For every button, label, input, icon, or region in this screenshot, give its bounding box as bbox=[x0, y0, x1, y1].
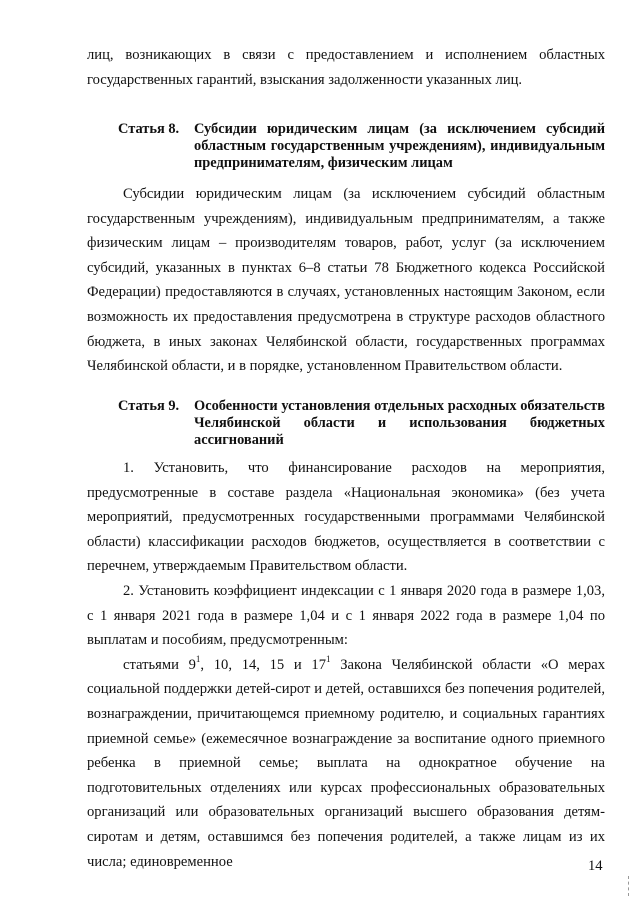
article-9-heading bbox=[87, 398, 605, 449]
scan-edge-mark bbox=[628, 876, 630, 896]
paragraph-text: Субсидии юридическим лицам (за исключением субсидий областным государственным учреждениям), индивидуальным предпринимателям, а также физическим лицам – производителям товаров, работ, услуг (за исключением субсидий, указанных в пунктах 6–8 статьи 78 Бюджетного кодекса Российской Федерации) предоставляются в случаях, установленных настоящим Законом, если возможность их предоставления предусмотрена в структуре расходов областного бюджета, в иных законах Челябинской области, государственных программах Челябинской области, и в порядке, установленном Правительством области. bbox=[87, 186, 605, 375]
paragraph-item-3 bbox=[87, 653, 605, 874]
page-number: 14 bbox=[588, 858, 603, 874]
paragraph-item-1: 1. Установить, что финансирование расходов на мероприятия, предусмотренные в составе раздела «Национальная экономика» (без учета мероприятий, предусмотренных государственными программами Челябинской области) классификации расходов бюджетов, осуществляется в соответствии с перечнем, утверждаемым Правительством области. bbox=[87, 460, 605, 575]
article-9-body bbox=[87, 456, 605, 874]
article-title: Субсидии юридическим лицам (за исключением субсидий областным государственным учреждениям), индивидуальным предпринимателям, физическим лицам bbox=[194, 121, 605, 171]
paragraph-text: лиц, возникающих в связи с предоставлением и исполнением областных государственных гарантий, взыскания задолженности указанных лиц. bbox=[87, 47, 605, 88]
text-span: Закона Челябинской области «О мерах социальной поддержки детей-сирот и детей, оставшихся без попечения родителей, вознаграждении, причитающемся приемному родителю, и социальных гарантиях приемной семье» (ежемесячное вознаграждение за воспитание одного приемного ребенка в приемной семье; выплата на однократное обучение на подготовительных отделениях или курсах профессиональных образовательных организаций или образовательных организаций высшего образования детям-сиротам и детям, оставшимся без попечения родителей, а также лицам из их числа; единовременное bbox=[87, 656, 606, 870]
text-span: статьями 9 bbox=[123, 656, 196, 673]
superscript: 1 bbox=[326, 653, 331, 664]
text-span: , 10, 14, 15 и 17 bbox=[200, 656, 326, 673]
article-8-heading bbox=[87, 121, 605, 172]
paragraph-item-2: 2. Установить коэффициент индексации с 1 января 2020 года в размере 1,03, с 1 января 2021 года в размере 1,04 и с 1 января 2022 года в размере 1,04 по выплатам и пособиям, предусмотренным: bbox=[87, 582, 605, 649]
superscript: 1 bbox=[195, 653, 201, 664]
paragraph-continuation bbox=[87, 43, 605, 92]
article-title: Особенности установления отдельных расходных обязательств Челябинской области и использования бюджетных ассигнований bbox=[194, 398, 605, 448]
article-number: Статья 8. bbox=[118, 121, 180, 137]
article-8-body bbox=[87, 182, 605, 379]
article-number: Статья 9. bbox=[118, 398, 180, 414]
